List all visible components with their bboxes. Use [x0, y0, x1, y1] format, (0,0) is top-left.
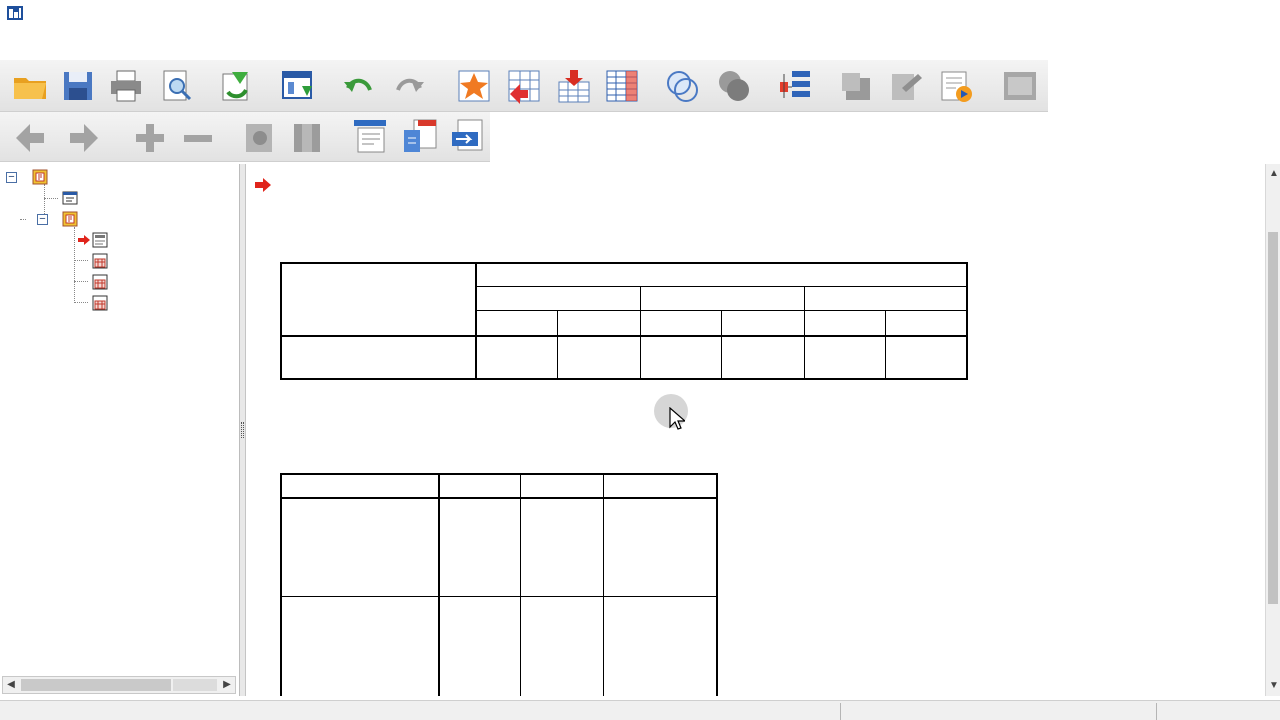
- tree-item-case-processing[interactable]: [92, 273, 112, 291]
- recall-dialog-icon[interactable]: [280, 68, 316, 104]
- tree-item-notes[interactable]: [92, 252, 112, 270]
- spss-app-icon: [6, 4, 24, 22]
- notes-icon: [92, 253, 108, 269]
- promote-icon[interactable]: [12, 120, 48, 156]
- maximize-button[interactable]: [1180, 0, 1226, 26]
- open-folder-icon[interactable]: [12, 68, 48, 104]
- scroll-down-icon[interactable]: ▼: [1269, 680, 1279, 691]
- use-sets-icon[interactable]: [664, 68, 700, 104]
- collapse-icon[interactable]: [180, 120, 216, 156]
- scroll-left-icon[interactable]: ◀: [7, 679, 15, 690]
- scroll-right-icon[interactable]: ▶: [223, 679, 231, 690]
- tree-item-log[interactable]: [62, 189, 82, 207]
- tree-item-means[interactable]: [62, 210, 82, 228]
- outline-pane: [0, 164, 240, 696]
- scroll-thumb[interactable]: [1268, 232, 1278, 604]
- save-icon[interactable]: [60, 68, 96, 104]
- expand-icon[interactable]: [132, 120, 168, 156]
- outline-toolbar: [0, 112, 490, 162]
- pane-splitter[interactable]: [240, 164, 246, 696]
- current-item-arrow-icon: [255, 178, 271, 192]
- close-button[interactable]: [1236, 0, 1280, 26]
- go-to-variable-icon[interactable]: [556, 68, 592, 104]
- collapse-means-toggle[interactable]: −: [37, 214, 48, 225]
- redo-icon[interactable]: [392, 68, 428, 104]
- hide-icon[interactable]: [290, 120, 326, 156]
- log-icon: [62, 190, 78, 206]
- export-icon[interactable]: [218, 68, 254, 104]
- table-icon: [92, 274, 108, 290]
- print-preview-icon[interactable]: [158, 68, 194, 104]
- content-vertical-scrollbar[interactable]: [1265, 164, 1280, 696]
- print-icon[interactable]: [108, 68, 144, 104]
- designate-window-icon[interactable]: [1002, 68, 1038, 104]
- means-book-icon: [62, 211, 78, 227]
- go-to-data-icon[interactable]: [456, 68, 492, 104]
- splitter-grip-icon: [241, 422, 244, 438]
- output-book-icon: [32, 169, 48, 185]
- current-item-arrow-icon: [78, 235, 90, 245]
- insert-text-icon[interactable]: [402, 118, 438, 154]
- insert-new-icon[interactable]: [450, 118, 486, 154]
- spell-check-icon[interactable]: [778, 68, 814, 104]
- collapse-output-toggle[interactable]: −: [6, 172, 17, 183]
- processor-status: [840, 703, 853, 720]
- insert-title-icon[interactable]: [352, 118, 388, 154]
- table-icon: [92, 295, 108, 311]
- tree-item-title[interactable]: [92, 231, 112, 249]
- show-all-variables-icon[interactable]: [716, 68, 752, 104]
- tree-item-output[interactable]: [32, 168, 52, 186]
- demote-icon[interactable]: [66, 120, 102, 156]
- undo-icon[interactable]: [340, 68, 376, 104]
- insert-heading-icon[interactable]: [888, 68, 924, 104]
- title-bar: [0, 0, 1280, 26]
- menu-bar: [0, 34, 1280, 56]
- status-bar: [0, 700, 1280, 720]
- unicode-status: [1156, 703, 1169, 720]
- scroll-track[interactable]: [173, 679, 217, 691]
- show-icon[interactable]: [242, 120, 278, 156]
- tree-item-report[interactable]: [92, 294, 112, 312]
- outline-horizontal-scrollbar[interactable]: [2, 676, 236, 694]
- title-icon: [92, 232, 108, 248]
- output-content-pane: [247, 164, 1265, 696]
- scroll-up-icon[interactable]: ▲: [1269, 168, 1279, 179]
- main-toolbar: [0, 60, 1048, 112]
- variables-icon[interactable]: [604, 68, 640, 104]
- scroll-thumb[interactable]: [21, 679, 171, 691]
- insert-title-icon[interactable]: [938, 68, 974, 104]
- minimize-button[interactable]: [1120, 0, 1166, 26]
- mouse-pointer-icon: [669, 407, 685, 431]
- go-to-case-icon[interactable]: [506, 68, 542, 104]
- insert-output-icon[interactable]: [838, 68, 874, 104]
